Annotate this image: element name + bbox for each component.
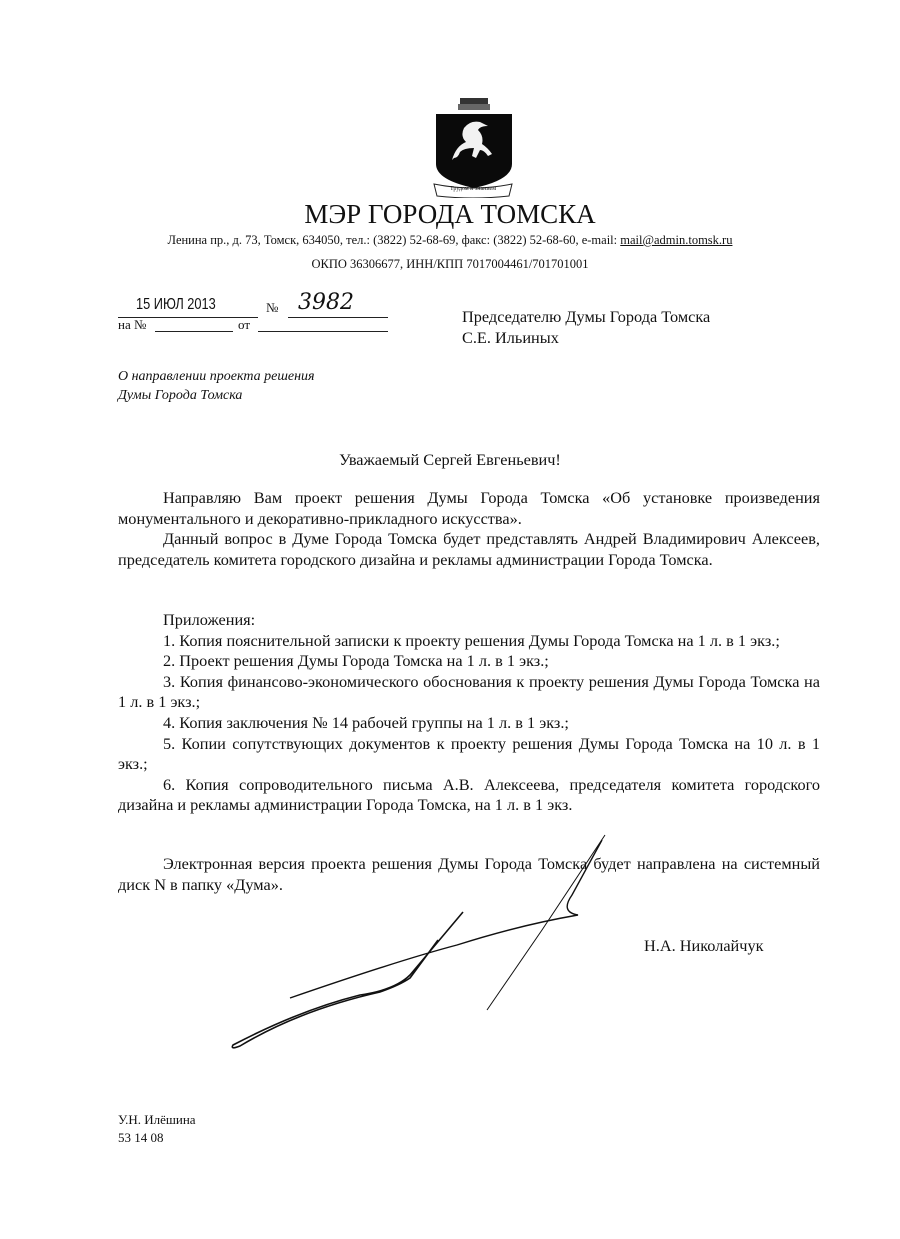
subject bbox=[118, 367, 315, 405]
addressee-name: С.Е. Ильиных bbox=[462, 327, 559, 347]
reply-number-field bbox=[155, 331, 233, 332]
reply-from-label: от bbox=[238, 317, 251, 332]
number-underline bbox=[288, 317, 388, 318]
closing-paragraph bbox=[118, 854, 820, 895]
attachment-item: 5. Копии сопутствующих документов к проекту решения Думы Города Томска на 10 л. в 1 экз.; bbox=[118, 733, 820, 774]
attachment-item: 6. Копия сопроводительного письма А.В. Алексеева, председателя комитета городского дизайна и рекламы администрации Города Томска, на 1 л. в 1 экз. bbox=[118, 774, 820, 815]
letterhead-codes: ОКПО 36306677, ИНН/КПП 7017004461/701701001 bbox=[311, 257, 589, 271]
reply-date-field bbox=[258, 331, 388, 332]
attachment-item: 3. Копия финансово-экономического обоснования к проекту решения Думы Города Томска на 1 л. в 1 экз.; bbox=[118, 671, 820, 712]
attachment-item: 4. Копия заключения № 14 рабочей группы на 1 л. в 1 экз.; bbox=[163, 712, 569, 732]
addressee-position: Председателю Думы Города Томска bbox=[462, 307, 711, 326]
executor bbox=[118, 1111, 196, 1147]
email-link[interactable]: mail@admin.tomsk.ru bbox=[620, 233, 733, 247]
attachments-heading: Приложения: bbox=[163, 610, 256, 629]
subject-line-1: О направлении проекта решения bbox=[118, 369, 315, 384]
subject-line-2: Думы Города Томска bbox=[118, 388, 243, 403]
number-label: № bbox=[266, 300, 279, 315]
greeting: Уважаемый Сергей Евгеньевич! bbox=[339, 450, 561, 469]
signatory-name: Н.А. Николайчук bbox=[644, 936, 764, 955]
registration-number: 3982 bbox=[298, 290, 354, 315]
reply-number-label: на № bbox=[118, 317, 147, 332]
attachment-item: 2. Проект решения Думы Города Томска на 1 л. в 1 экз.; bbox=[163, 651, 549, 671]
coat-of-arms-icon bbox=[428, 96, 518, 198]
executor-phone: 53 14 08 bbox=[118, 1130, 164, 1145]
address-text: Ленина пр., д. 73, Томск, 634050, тел.: (3822) 52-68-69, факс: (3822) 52-68-60, e-mail: bbox=[167, 233, 621, 247]
letterhead-title: МЭР ГОРОДА ТОМСКА bbox=[304, 199, 596, 229]
attachments bbox=[118, 610, 820, 816]
coat-of-arms-emblem bbox=[428, 96, 518, 198]
letter-body bbox=[118, 488, 820, 570]
closing-text: Электронная версия проекта решения Думы Города Томска будет направлена на системный диск N в папку «Дума». bbox=[118, 854, 820, 894]
emblem-motto: Трудом и знанием bbox=[449, 186, 497, 192]
addressee bbox=[462, 307, 710, 348]
attachment-item: 1. Копия пояснительной записки к проекту решения Думы Города Томска на 1 л. в 1 экз.; bbox=[163, 630, 780, 650]
body-paragraph-1: Направляю Вам проект решения Думы Города Томска «Об установке произведения монументального и декоративно-прикладного искусства». bbox=[118, 488, 820, 528]
registration-date-stamp: 15 ИЮЛ 2013 bbox=[136, 296, 216, 313]
executor-name: У.Н. Илёшина bbox=[118, 1112, 196, 1127]
body-paragraph-2: Данный вопрос в Думе Города Томска будет представлять Андрей Владимирович Алексеев, председатель комитета городского дизайна и рекламы администрации Города Томска. bbox=[118, 529, 820, 569]
letterhead-address bbox=[0, 233, 900, 248]
